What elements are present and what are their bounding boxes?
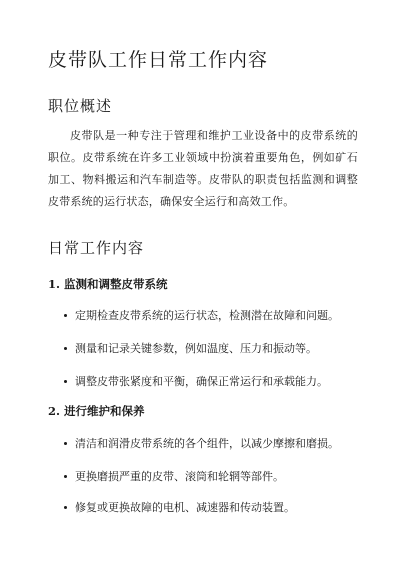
list-item-text: 更换磨损严重的皮带、滚筒和轮辋等部件。	[75, 470, 284, 483]
bullet-icon	[64, 314, 67, 317]
bullet-icon	[64, 380, 67, 383]
list-item	[64, 374, 328, 390]
list-item	[64, 308, 339, 324]
list-item	[64, 341, 317, 357]
overview-paragraph: 皮带队是一种专注于管理和维护工业设备中的皮带系统的职位。皮带系统在许多工业领域中扮演着重要角色，例如矿石加工、物料搬运和汽车制造等。皮带队的职责包括监测和调整皮带系统的运行状态，确保安全运行和高效工作。	[48, 129, 358, 208]
bullet-icon	[64, 347, 67, 350]
list-item	[64, 500, 295, 516]
page-title: 皮带队工作日常工作内容	[48, 49, 269, 71]
list-item	[64, 469, 284, 485]
bullet-icon	[64, 475, 67, 478]
list-item-text: 定期检查皮带系统的运行状态，检测潜在故障和问题。	[75, 309, 339, 322]
list-item-text: 测量和记录关键参数，例如温度、压力和振动等。	[75, 342, 317, 355]
subsection-heading-maintenance: 2. 进行维护和保养	[48, 404, 145, 418]
subsection-heading-monitoring: 1. 监测和调整皮带系统	[48, 277, 168, 291]
list-item-text: 清洁和润滑皮带系统的各个组件，以减少摩擦和磨损。	[75, 437, 339, 450]
bullet-icon	[64, 442, 67, 445]
list-item	[64, 436, 339, 452]
list-item-text: 修复或更换故障的电机、减速器和传动装置。	[75, 501, 295, 514]
bullet-icon	[64, 506, 67, 509]
list-item-text: 调整皮带张紧度和平衡，确保正常运行和承载能力。	[75, 375, 328, 388]
section-heading-daily-work: 日常工作内容	[48, 239, 145, 257]
section-heading-overview: 职位概述	[48, 97, 113, 115]
